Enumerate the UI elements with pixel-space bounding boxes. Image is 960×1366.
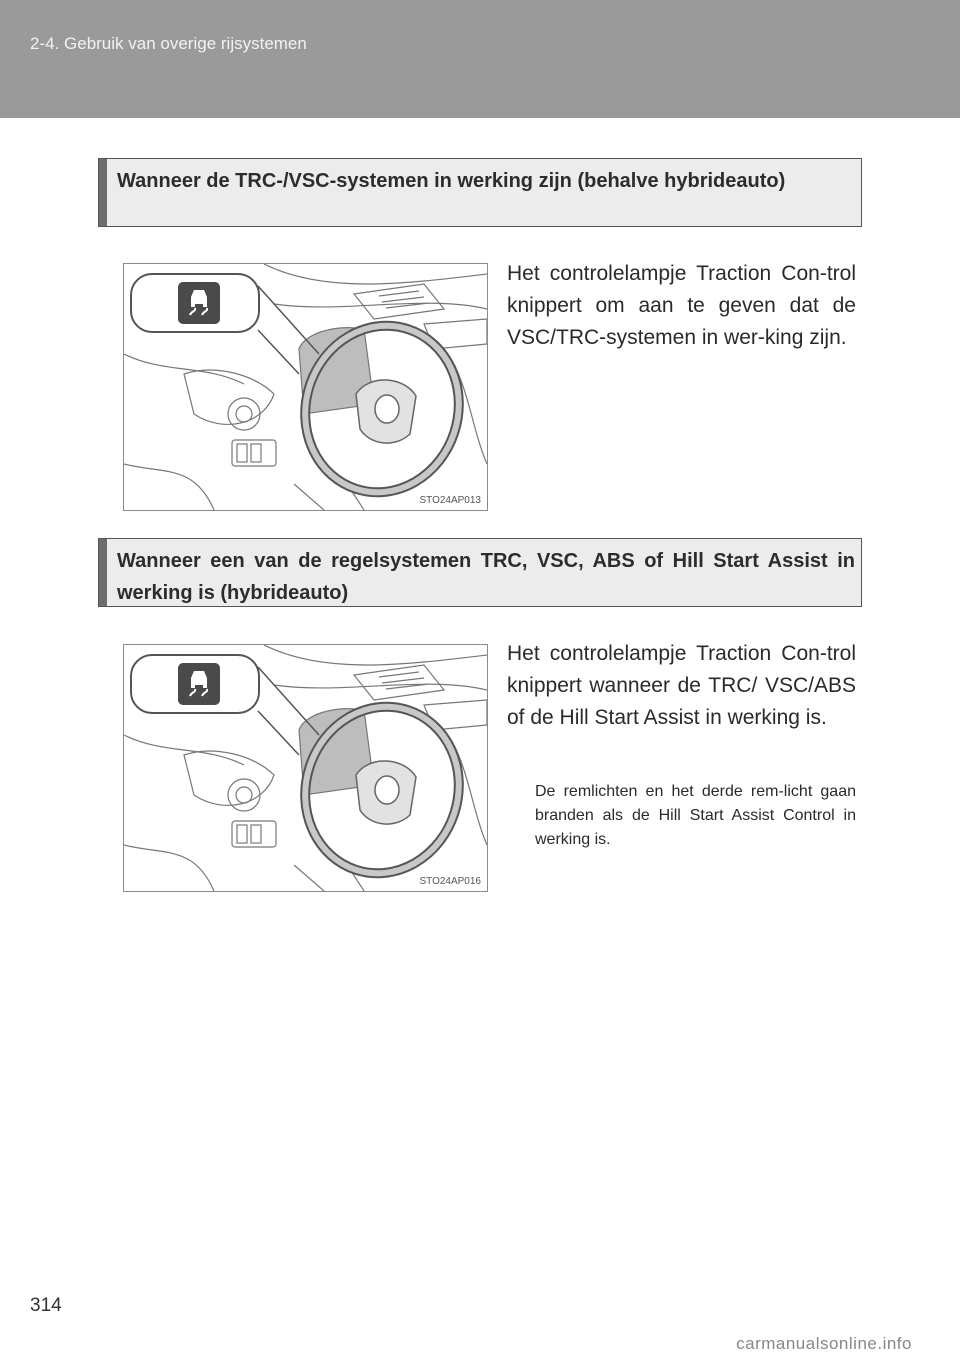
site-watermark[interactable]: carmanualsonline.info xyxy=(736,1334,912,1353)
traction-control-warning-icon xyxy=(178,282,220,324)
illustration-code: STO24AP016 xyxy=(419,876,481,887)
description-text: Het controlelampje Traction Con-trol knippert om aan te geven dat de VSC/TRC-systemen in wer-king zijn. xyxy=(507,262,856,349)
section-heading: Wanneer de TRC-/VSC-systemen in werking zijn (behalve hybrideauto) xyxy=(117,170,786,192)
traction-control-warning-icon xyxy=(178,663,220,705)
illustration-code: STO24AP013 xyxy=(419,495,481,506)
page-number: 314 xyxy=(30,1295,62,1316)
section-title: 2-4. Gebruik van overige rijsystemen xyxy=(30,34,307,53)
heading-accent-bar xyxy=(99,159,107,226)
warning-light-callout xyxy=(130,273,260,333)
warning-light-callout xyxy=(130,654,260,714)
dashboard-illustration xyxy=(123,263,488,511)
section-heading: Wanneer een van de regelsystemen TRC, VSC, ABS of Hill Start Assist in werking is (hybrideauto) xyxy=(117,550,855,604)
section-heading-box xyxy=(98,158,862,227)
dashboard-illustration xyxy=(123,644,488,892)
header-band xyxy=(0,0,960,118)
section-heading-box xyxy=(98,538,862,607)
note-text: De remlichten en het derde rem-licht gaan branden als de Hill Start Assist Control in werking is. xyxy=(535,783,856,848)
description-text: Het controlelampje Traction Con-trol knippert wanneer de TRC/ VSC/ABS of de Hill Start Assist in werking is. xyxy=(507,642,856,729)
heading-accent-bar xyxy=(99,539,107,606)
